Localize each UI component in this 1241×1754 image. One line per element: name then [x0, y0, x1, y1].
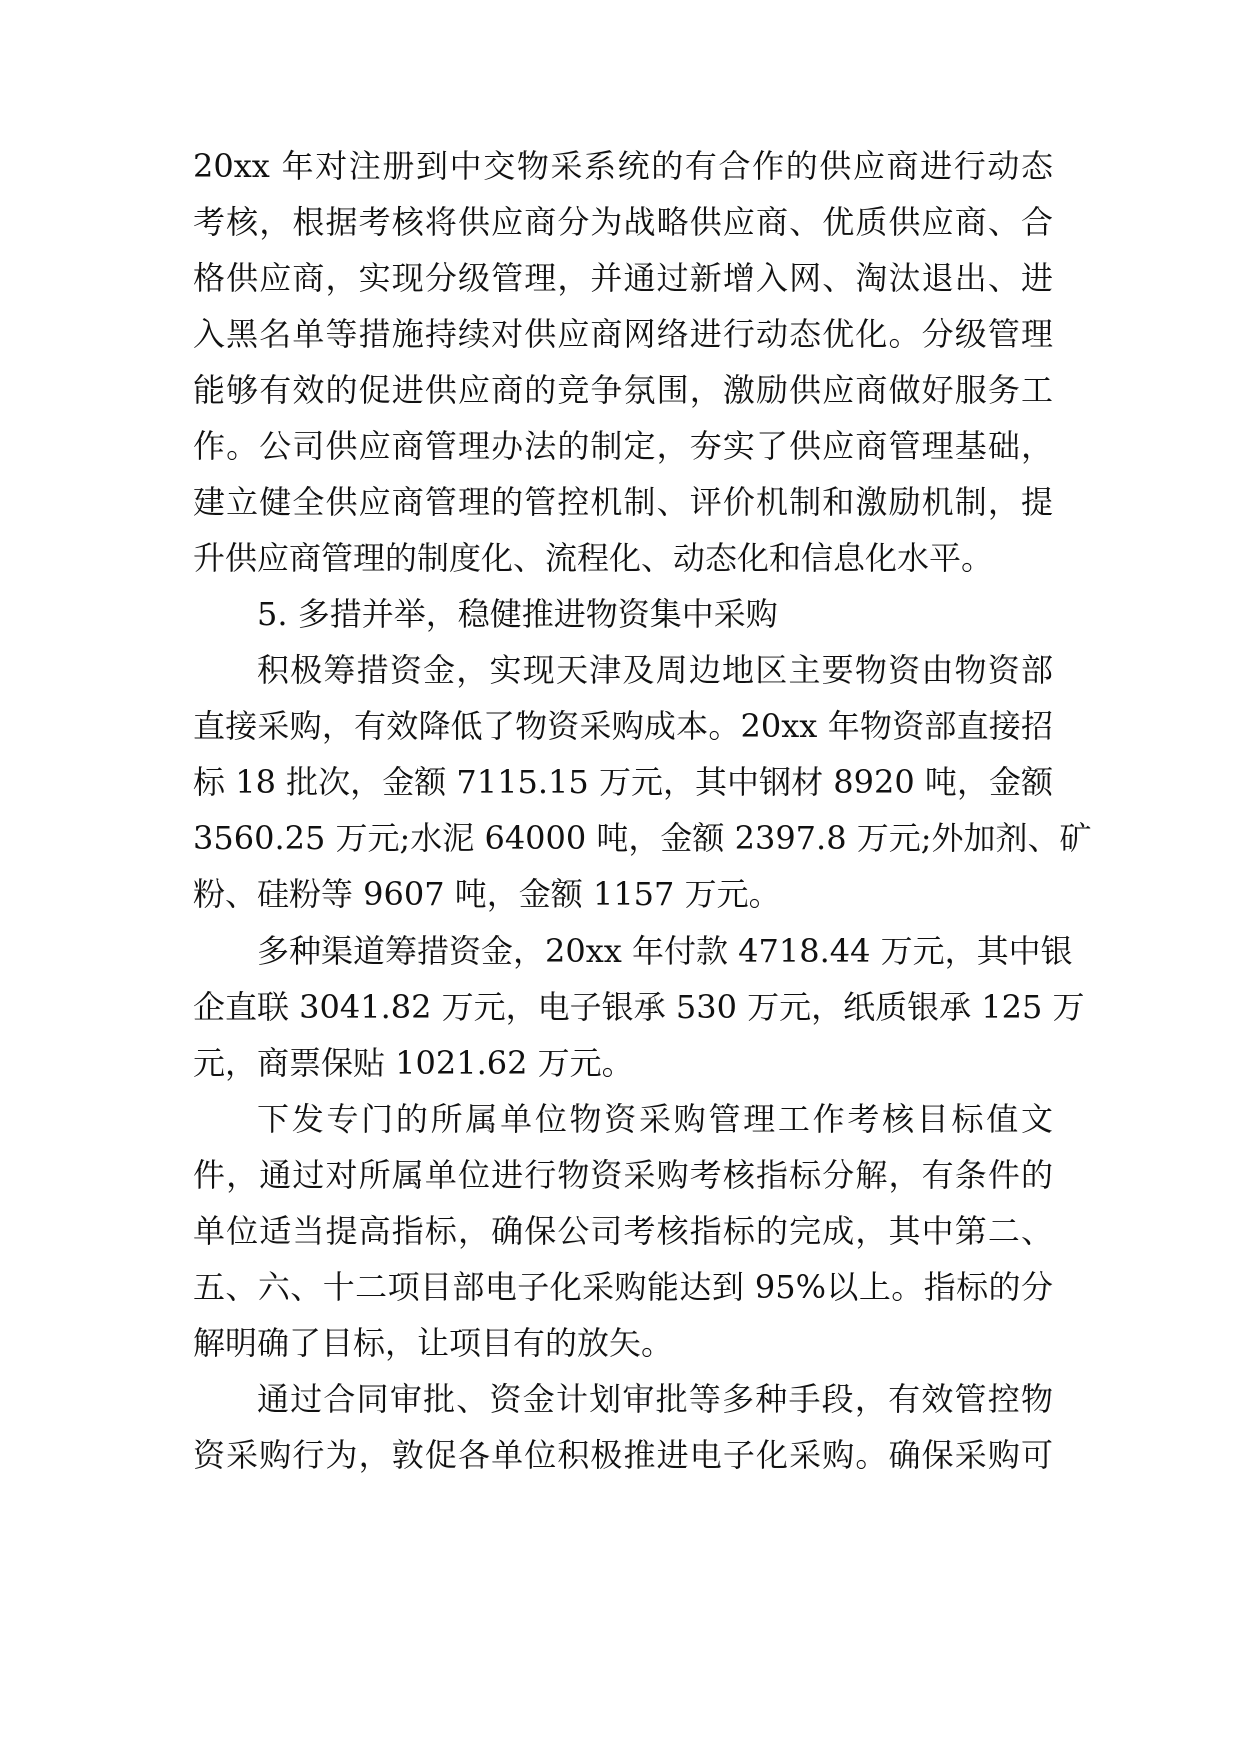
text-line: 格供应商，实现分级管理，并通过新增入网、淘汰退出、进	[193, 259, 1053, 297]
text-line: 企直联 3041.82 万元，电子银承 530 万元，纸质银承 125 万	[193, 988, 1085, 1026]
text-line: 建立健全供应商管理的管控机制、评价机制和激励机制，提	[193, 483, 1053, 521]
text-line: 能够有效的促进供应商的竞争氛围，激励供应商做好服务工	[193, 371, 1053, 409]
text-line: 单位适当提高指标，确保公司考核指标的完成，其中第二、	[193, 1212, 1053, 1250]
text-line: 下发专门的所属单位物资采购管理工作考核目标值文	[257, 1100, 1053, 1138]
text-line: 粉、硅粉等 9607 吨，金额 1157 万元。	[193, 875, 781, 913]
text-line: 多种渠道筹措资金，20xx 年付款 4718.44 万元，其中银	[257, 932, 1073, 970]
text-line: 件，通过对所属单位进行物资采购考核指标分解，有条件的	[193, 1156, 1053, 1194]
text-line: 入黑名单等措施持续对供应商网络进行动态优化。分级管理	[193, 315, 1053, 353]
text-line: 3560.25 万元;水泥 64000 吨，金额 2397.8 万元;外加剂、矿	[193, 819, 1092, 857]
text-line: 积极筹措资金，实现天津及周边地区主要物资由物资部	[257, 651, 1053, 689]
text-line: 作。公司供应商管理办法的制定，夯实了供应商管理基础，	[193, 427, 1053, 465]
text-line: 标 18 批次，金额 7115.15 万元，其中钢材 8920 吨，金额	[193, 763, 1053, 801]
text-line: 资采购行为，敦促各单位积极推进电子化采购。确保采购可	[193, 1436, 1053, 1474]
text-line: 元，商票保贴 1021.62 万元。	[193, 1044, 634, 1082]
text-line: 直接采购，有效降低了物资采购成本。20xx 年物资部直接招	[193, 707, 1053, 745]
text-line: 解明确了目标，让项目有的放矢。	[193, 1324, 674, 1362]
text-line: 五、六、十二项目部电子化采购能达到 95%以上。指标的分	[193, 1268, 1053, 1306]
text-line: 升供应商管理的制度化、流程化、动态化和信息化水平。	[193, 539, 994, 577]
section-heading: 5. 多措并举，稳健推进物资集中采购	[257, 595, 778, 633]
text-line: 20xx 年对注册到中交物采系统的有合作的供应商进行动态	[193, 147, 1053, 185]
text-line: 考核，根据考核将供应商分为战略供应商、优质供应商、合	[193, 203, 1053, 241]
text-line: 通过合同审批、资金计划审批等多种手段，有效管控物	[257, 1380, 1053, 1418]
